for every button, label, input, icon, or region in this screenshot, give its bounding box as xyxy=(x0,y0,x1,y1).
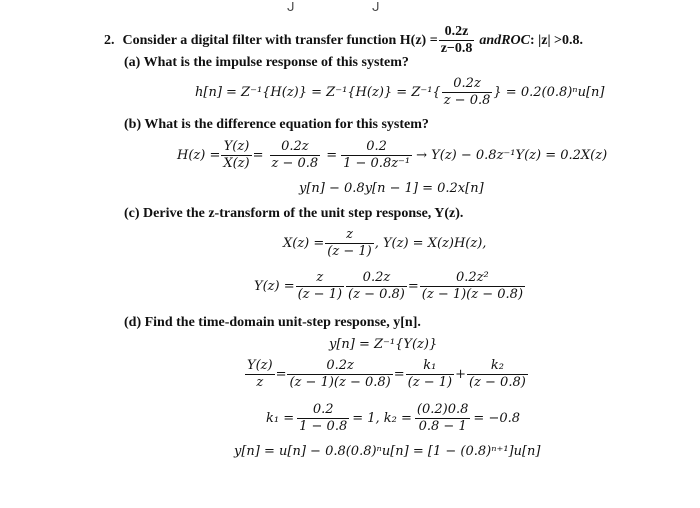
part-d-k2-value-frac xyxy=(415,402,471,435)
part-d-k-values xyxy=(266,402,520,435)
part-b-question: (b) What is the difference equation for this system? xyxy=(124,117,429,132)
part-d-k1v-den: 1 − 0.8 xyxy=(299,419,348,434)
part-c-y2-num: 0.2z xyxy=(346,270,407,287)
part-c-y-equation xyxy=(254,270,526,303)
part-d-eq1: = xyxy=(275,367,287,382)
part-c-x-rhs: , Y(z) = X(z)H(z), xyxy=(374,236,487,251)
cropped-top-mark-1: ᒍ xyxy=(287,0,295,14)
problem-roc-value: : |z| >0.8. xyxy=(529,32,584,48)
part-c-x-den: (z − 1) xyxy=(327,244,372,259)
problem-tf-fraction xyxy=(439,24,475,57)
part-b-frac2 xyxy=(270,139,321,172)
part-d-k2-num: k₂ xyxy=(467,358,528,375)
part-d-main-num: 0.2z xyxy=(287,358,392,375)
part-b-eq2: = xyxy=(326,148,338,163)
part-d-line1: y[n] = Z⁻¹{Y(z)} xyxy=(329,337,438,352)
part-b-arrow-eq: → Y(z) − 0.8z⁻¹Y(z) = 0.2X(z) xyxy=(416,148,608,163)
part-a-equation xyxy=(195,76,604,109)
part-a-den: z − 0.8 xyxy=(443,93,491,108)
part-d-k2v-num: (0.2)0.8 xyxy=(416,402,469,417)
part-d-k2-rhs: = −0.8 xyxy=(473,411,521,426)
part-d-k1-value-frac xyxy=(297,402,349,435)
part-b-f3-den: 1 − 0.8z⁻¹ xyxy=(343,156,411,171)
part-c-x-num: z xyxy=(325,227,373,244)
part-c-y1-num: z xyxy=(296,270,344,287)
part-d-frac-k2 xyxy=(467,358,528,391)
problem-roc-prefix: and xyxy=(479,32,502,48)
part-b-frac1 xyxy=(221,139,251,172)
part-b-h: H(z) = xyxy=(177,148,221,163)
part-d-k1-num: k₁ xyxy=(406,358,454,375)
part-c-y-frac3 xyxy=(420,270,525,303)
part-d-k1-lhs: k₁ = xyxy=(266,411,295,426)
problem-text: Consider a digital filter with transfer function H(z) = xyxy=(122,32,438,48)
part-d-k1-mid: = 1, k₂ = xyxy=(352,411,412,426)
part-c-y2-den: (z − 0.8) xyxy=(348,287,405,302)
part-d-eq2: = xyxy=(393,367,405,382)
part-b-f2-num: 0.2z xyxy=(270,139,321,156)
part-c-eq: = xyxy=(407,279,419,294)
part-d-frac-yz xyxy=(245,358,275,391)
part-d-frac-k1 xyxy=(406,358,454,391)
part-b-equation xyxy=(177,139,607,172)
part-d-partial-fractions xyxy=(244,358,529,391)
part-c-y-frac2 xyxy=(346,270,407,303)
part-d-question: (d) Find the time-domain unit-step response, y[n]. xyxy=(124,315,421,330)
part-c-y1-den: (z − 1) xyxy=(297,287,343,302)
part-a-rhs: } = 0.2(0.8)ⁿu[n] xyxy=(493,85,605,100)
problem-roc-label: ROC xyxy=(501,32,530,48)
part-d-plus: + xyxy=(455,367,466,382)
part-c-y-frac1 xyxy=(296,270,344,303)
part-a-question: (a) What is the impulse response of this system? xyxy=(124,55,409,70)
part-c-y3-den: (z − 1)(z − 0.8) xyxy=(421,287,524,302)
part-a-lhs: h[n] = Z⁻¹{H(z)} = Z⁻¹{H(z)} = Z⁻¹{ xyxy=(195,85,441,100)
part-a-num: 0.2z xyxy=(442,76,493,93)
problem-statement xyxy=(104,24,583,57)
part-d-k1v-num: 0.2 xyxy=(297,402,349,419)
part-d-k1-den: (z − 1) xyxy=(407,375,453,390)
cropped-top-mark-2: ᒍ xyxy=(372,0,380,14)
part-b-f1-num: Y(z) xyxy=(221,139,251,156)
part-a-fraction xyxy=(442,76,493,109)
part-c-x-frac xyxy=(325,227,373,260)
problem-tf-den: z−0.8 xyxy=(440,41,473,56)
part-b-eq1: = xyxy=(252,148,264,163)
part-d-final-answer: y[n] = u[n] − 0.8(0.8)ⁿu[n] = [1 − (0.8)ⁿ⁺¹]u[n] xyxy=(234,444,541,459)
part-c-y3-num: 0.2z² xyxy=(420,270,525,287)
part-b-frac3 xyxy=(341,139,412,172)
part-d-yz-den: z xyxy=(256,375,264,390)
part-d-frac-main xyxy=(287,358,392,391)
part-c-x-equation xyxy=(283,227,486,260)
problem-tf-num: 0.2z xyxy=(439,24,475,41)
part-b-difference-equation: y[n] − 0.8y[n − 1] = 0.2x[n] xyxy=(299,181,484,196)
part-d-main-den: (z − 1)(z − 0.8) xyxy=(289,375,391,390)
part-d-yz-num: Y(z) xyxy=(247,358,273,373)
problem-number: 2. xyxy=(104,32,115,48)
part-c-x-lhs: X(z) = xyxy=(283,236,325,251)
part-c-y-lhs: Y(z) = xyxy=(254,279,295,294)
part-b-f2-den: z − 0.8 xyxy=(271,156,319,171)
part-c-question: (c) Derive the z-transform of the unit step response, Y(z). xyxy=(124,206,464,221)
part-b-f1-den: X(z) xyxy=(223,156,250,171)
part-b-f3-num: 0.2 xyxy=(341,139,412,156)
part-d-k2-den: (z − 0.8) xyxy=(468,375,526,390)
part-d-k2v-den: 0.8 − 1 xyxy=(418,419,467,434)
